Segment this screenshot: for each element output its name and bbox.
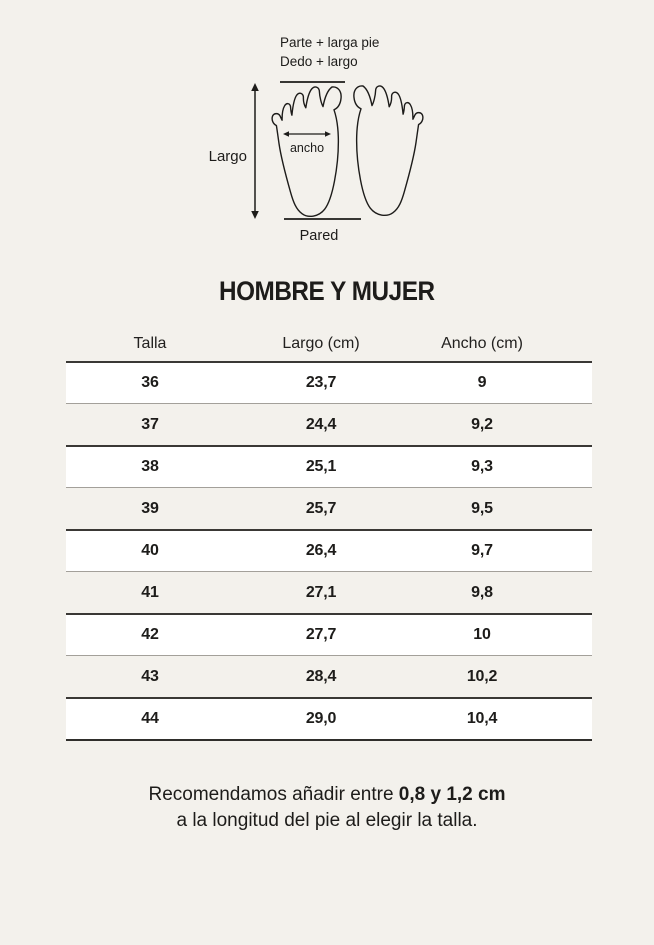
table-cell: 27,1 — [305, 583, 337, 601]
right-foot-outline — [354, 86, 423, 215]
label-length: Largo — [208, 148, 247, 165]
table-cell: 10,2 — [466, 667, 498, 685]
header-cell-largo: Largo (cm) — [282, 335, 360, 352]
table-row — [66, 571, 592, 613]
table-row — [66, 403, 592, 445]
table-cell: 37 — [141, 415, 159, 433]
length-arrow — [251, 83, 259, 219]
table-cell: 9,2 — [471, 415, 493, 433]
section-title: HOMBRE Y MUJER — [219, 276, 435, 306]
table-row — [66, 445, 592, 487]
table-row — [66, 529, 592, 571]
table-cell: 40 — [141, 542, 159, 559]
table-cell: 44 — [141, 710, 159, 727]
label-longest-part: Parte + larga pie — [280, 35, 380, 50]
table-cell: 43 — [141, 667, 159, 685]
width-arrow — [283, 131, 331, 137]
table-cell: 28,4 — [305, 667, 337, 685]
footer-line1: Recomendamos añadir entre 0,8 y 1,2 cm — [148, 784, 506, 805]
table-cell: 42 — [141, 626, 159, 643]
table-row — [66, 697, 592, 739]
table-cell: 9 — [477, 374, 487, 391]
left-foot-outline — [272, 87, 341, 216]
table-cell: 38 — [141, 458, 159, 475]
table-row — [66, 361, 592, 403]
label-width: ancho — [289, 141, 325, 155]
table-cell: 25,1 — [305, 458, 337, 475]
header-cell-talla: Talla — [133, 335, 167, 352]
table-cell: 29,0 — [305, 710, 337, 727]
table-cell: 36 — [141, 374, 159, 391]
table-row — [66, 655, 592, 697]
table-cell: 10 — [473, 626, 491, 643]
table-cell: 10,4 — [466, 710, 498, 727]
table-cell: 25,7 — [305, 499, 337, 517]
foot-diagram — [200, 75, 440, 245]
size-table — [66, 324, 592, 741]
footer-line2: a la longitud del pie al elegir la talla. — [176, 810, 478, 831]
header-cell-ancho: Ancho (cm) — [441, 335, 523, 352]
table-cell: 24,4 — [305, 415, 337, 433]
table-cell: 9,8 — [471, 583, 493, 601]
table-cell: 39 — [141, 499, 159, 517]
footer-note — [0, 782, 654, 834]
table-cell: 9,7 — [471, 542, 493, 559]
table-row — [66, 613, 592, 655]
table-cell: 9,3 — [471, 458, 493, 475]
table-cell: 9,5 — [471, 499, 493, 517]
table-cell: 27,7 — [305, 626, 337, 643]
label-wall: Pared — [299, 228, 339, 244]
table-cell: 23,7 — [305, 374, 337, 391]
table-row — [66, 487, 592, 529]
table-header-row — [66, 324, 592, 361]
footer-bold-range: 0,8 y 1,2 cm — [398, 784, 506, 805]
table-cell: 26,4 — [305, 542, 337, 559]
size-table-body — [66, 361, 592, 741]
table-cell: 41 — [141, 583, 159, 601]
label-longest-toe: Dedo + largo — [280, 54, 358, 69]
